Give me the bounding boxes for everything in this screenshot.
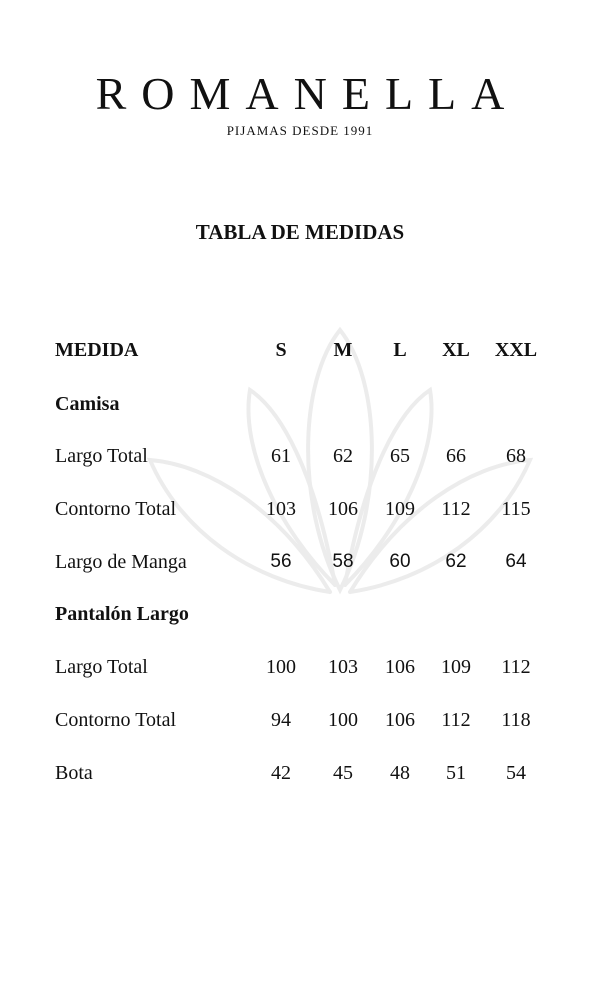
value-xxl: 68 <box>506 445 526 467</box>
header-measure-label: MEDIDA <box>55 339 139 361</box>
value-xxl: 115 <box>501 498 531 520</box>
header-size-s: S <box>275 339 287 361</box>
value-m: 45 <box>333 762 353 784</box>
table-row <box>0 652 600 682</box>
table-row <box>0 547 600 577</box>
value-m: 100 <box>328 709 358 731</box>
value-m: 106 <box>328 498 358 520</box>
value-s: 61 <box>271 445 291 467</box>
value-xxl: 64 <box>505 551 527 572</box>
row-label: Largo de Manga <box>55 551 187 573</box>
header-size-l: L <box>393 339 407 361</box>
value-l: 65 <box>390 445 410 467</box>
value-s: 42 <box>271 762 291 784</box>
value-s: 100 <box>266 656 296 678</box>
value-xl: 66 <box>446 445 466 467</box>
value-l: 48 <box>390 762 410 784</box>
brand-logo: ROMANELLA <box>95 68 520 119</box>
value-xl: 112 <box>441 709 471 731</box>
value-l: 109 <box>385 498 415 520</box>
value-xl: 109 <box>441 656 471 678</box>
page-title: TABLA DE MEDIDAS <box>195 220 405 244</box>
row-label: Bota <box>55 762 93 784</box>
row-label: Contorno Total <box>55 709 177 731</box>
section-title-pantalon-largo: Pantalón Largo <box>55 603 189 625</box>
row-label: Largo Total <box>55 656 148 678</box>
value-s: 103 <box>266 498 296 520</box>
value-l: 106 <box>385 656 415 678</box>
row-label: Largo Total <box>55 445 148 467</box>
table-row <box>0 758 600 788</box>
header-size-m: M <box>333 339 353 361</box>
value-xl: 62 <box>445 551 467 572</box>
value-l: 60 <box>389 551 411 572</box>
value-xl: 112 <box>441 498 471 520</box>
value-xxl: 54 <box>506 762 526 784</box>
table-row <box>0 441 600 471</box>
value-xxl: 118 <box>501 709 531 731</box>
row-label: Contorno Total <box>55 498 177 520</box>
header-size-xxl: XXL <box>494 339 538 361</box>
header-size-xl: XL <box>442 339 470 361</box>
value-m: 62 <box>333 445 353 467</box>
table-header-row <box>0 335 600 365</box>
table-row <box>0 494 600 524</box>
value-s: 94 <box>271 709 291 731</box>
section-title-camisa: Camisa <box>55 393 120 415</box>
value-xxl: 112 <box>501 656 531 678</box>
value-m: 103 <box>328 656 358 678</box>
value-l: 106 <box>385 709 415 731</box>
brand-tagline: PIJAMAS DESDE 1991 <box>226 123 374 138</box>
value-s: 56 <box>270 551 292 572</box>
table-row <box>0 705 600 735</box>
value-m: 58 <box>332 551 354 572</box>
value-xl: 51 <box>446 762 466 784</box>
